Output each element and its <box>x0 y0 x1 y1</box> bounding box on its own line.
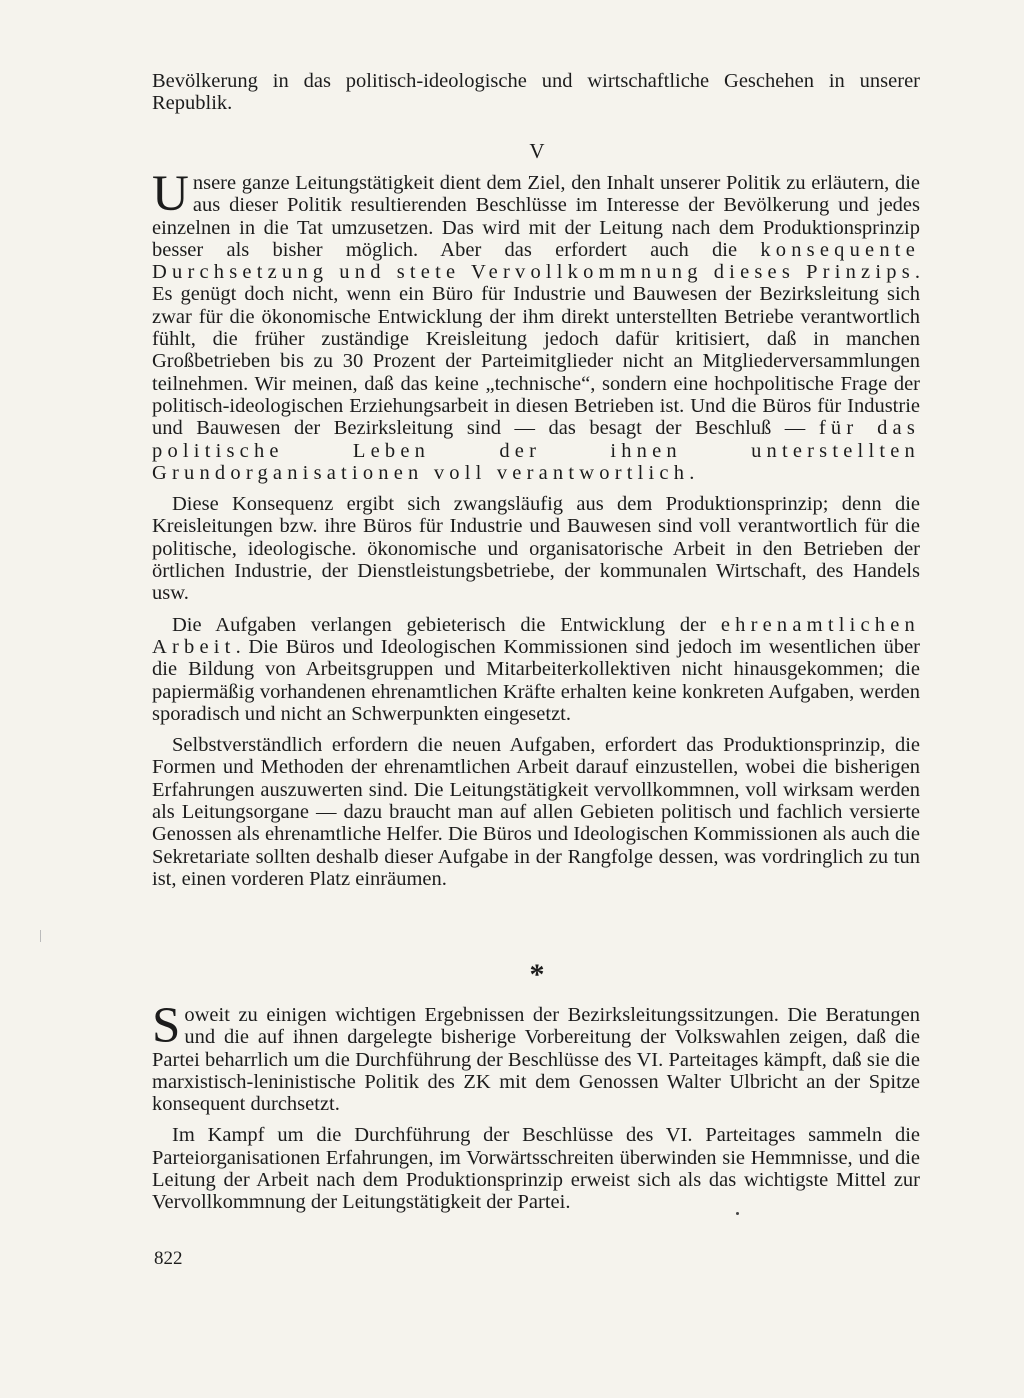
closing-body <box>152 998 920 1214</box>
section-v-paragraph-1 <box>152 166 920 484</box>
paragraph-text: oweit zu einigen wichtigen Ergebnissen der Bezirksleitungssitzungen. Die Beratungen und die auf ihnen dargelegte bisherige Vorbereitung der Volkswahlen zeigen, daß die Partei beharrlich um die Durchführung der Beschlüsse des VI. Parteitages kämpft, daß sie die marxistisch-leninistische Politik des ZK mit dem Genossen Walter Ulbricht an der Spitze konsequent durchsetzt. <box>152 1004 920 1116</box>
drop-cap: U <box>152 166 189 222</box>
paragraph-text: . <box>689 461 695 484</box>
section-v-paragraph-2: Diese Konsequenz ergibt sich zwangsläufig aus dem Produktionsprinzip; denn die Kreisleitungen bzw. ihre Büros für Industrie und Bauwesen sind voll verantwortlich für die politische, ideologische. ökonomische und organisatorische Arbeit in den Betrieben der örtlichen Industrie, der Dienstleistungsbetriebe, der kommunalen Wirtschaft, des Handels usw. <box>152 493 920 605</box>
drop-cap: S <box>152 998 181 1054</box>
section-v-body <box>152 166 920 890</box>
paragraph-text: . Es genügt doch nicht, wenn ein Büro für Industrie und Bauwesen der Bezirksleitung sich zwar für die ökonomische Entwicklung der ihm direkt unterstellten Betriebe verantwortlich fühlt, die früher zuständige Kreisleitung jedoch dafür kritisiert, daß in manchen Großbetrieben bis zu 30 Prozent der Parteimitglieder nicht an Mitgliederversammlungen teilnehmen. Wir meinen, daß das keine „technische“, sondern eine hochpolitische Frage der politisch-ideologischen Erziehungsarbeit in diesen Betrieben ist. Und die Büros für Industrie und Bauwesen der Bezirksleitung sind — das besagt der Beschluß — <box>152 261 920 440</box>
section-separator: * <box>529 958 545 991</box>
print-speck <box>736 1212 739 1215</box>
page-number: 822 <box>154 1248 183 1269</box>
opening-paragraph: Bevölkerung in das politisch-ideologische und wirtschaftliche Geschehen in unserer Republik. <box>152 70 920 115</box>
emphasized-text: für das politische Leben der ihnen unterstellten Grundorganisationen voll verantwortlich <box>152 417 920 484</box>
margin-mark <box>40 930 41 942</box>
closing-paragraph-2: Im Kampf um die Durchführung der Beschlüsse des VI. Parteitages sammeln die Parteiorganisationen Erfahrungen, im Vorwärtsschreiten überwinden sie Hemmnisse, und die Leitung der Arbeit nach dem Produktionsprinzip erweist sich als das wichtigste Mittel zur Vervollkommnung der Leitungstätigkeit der Partei. <box>152 1124 920 1214</box>
section-v-paragraph-4: Selbstverständlich erfordern die neuen Aufgaben, erfordert das Produktionsprinzip, die Formen und Methoden der ehrenamtlichen Arbeit darauf einzustellen, wobei die bisherigen Erfahrungen auszuwerten sind. Die Leitungstätigkeit vervollkommnen, voll wirksam werden als Leitungsorgane — dazu braucht man auf allen Gebieten politisch und fachlich versierte Genossen als ehrenamtliche Helfer. Die Büros und Ideologischen Kommissionen als auch die Sekretariate sollten deshalb dieser Aufgabe in der Rangfolge dessen, was vordringlich zu tun ist, einen vorderen Platz einräumen. <box>152 734 920 890</box>
paragraph-text: . Die Büros und Ideologischen Kommissionen sind jedoch im wesentlichen über die Bildung von Arbeitsgruppen und Mitarbeiterkollektiven nicht hinausgekommen; die papiermäßig vorhandenen ehrenamtlichen Kräfte erhalten keine konkreten Aufgaben, werden sporadisch und nicht an Schwerpunkten eingesetzt. <box>152 635 920 725</box>
closing-paragraph-1 <box>152 998 920 1116</box>
paragraph-text: nsere ganze Leitungstätigkeit dient dem Ziel, den Inhalt unserer Politik zu erläutern, die aus dieser Politik resultierenden Beschlüsse im Interesse der Bevölkerung und jedes einzelnen in die Tat umzusetzen. Das wird mit der Leitung nach dem Produktionsprinzip besser als bisher möglich. Aber das erfordert auch die <box>152 172 920 261</box>
emphasized-text: ehrenamtlichen Arbeit <box>152 613 920 658</box>
opening-fragment-block <box>152 70 920 115</box>
section-heading: V <box>529 139 545 163</box>
section-v-paragraph-3 <box>152 614 920 725</box>
emphasized-text: konsequente Durchsetzung und stete Vervollkommnung dieses Prinzips <box>152 238 920 284</box>
paragraph-text: Die Aufgaben verlangen gebieterisch die Entwicklung der <box>172 613 721 636</box>
